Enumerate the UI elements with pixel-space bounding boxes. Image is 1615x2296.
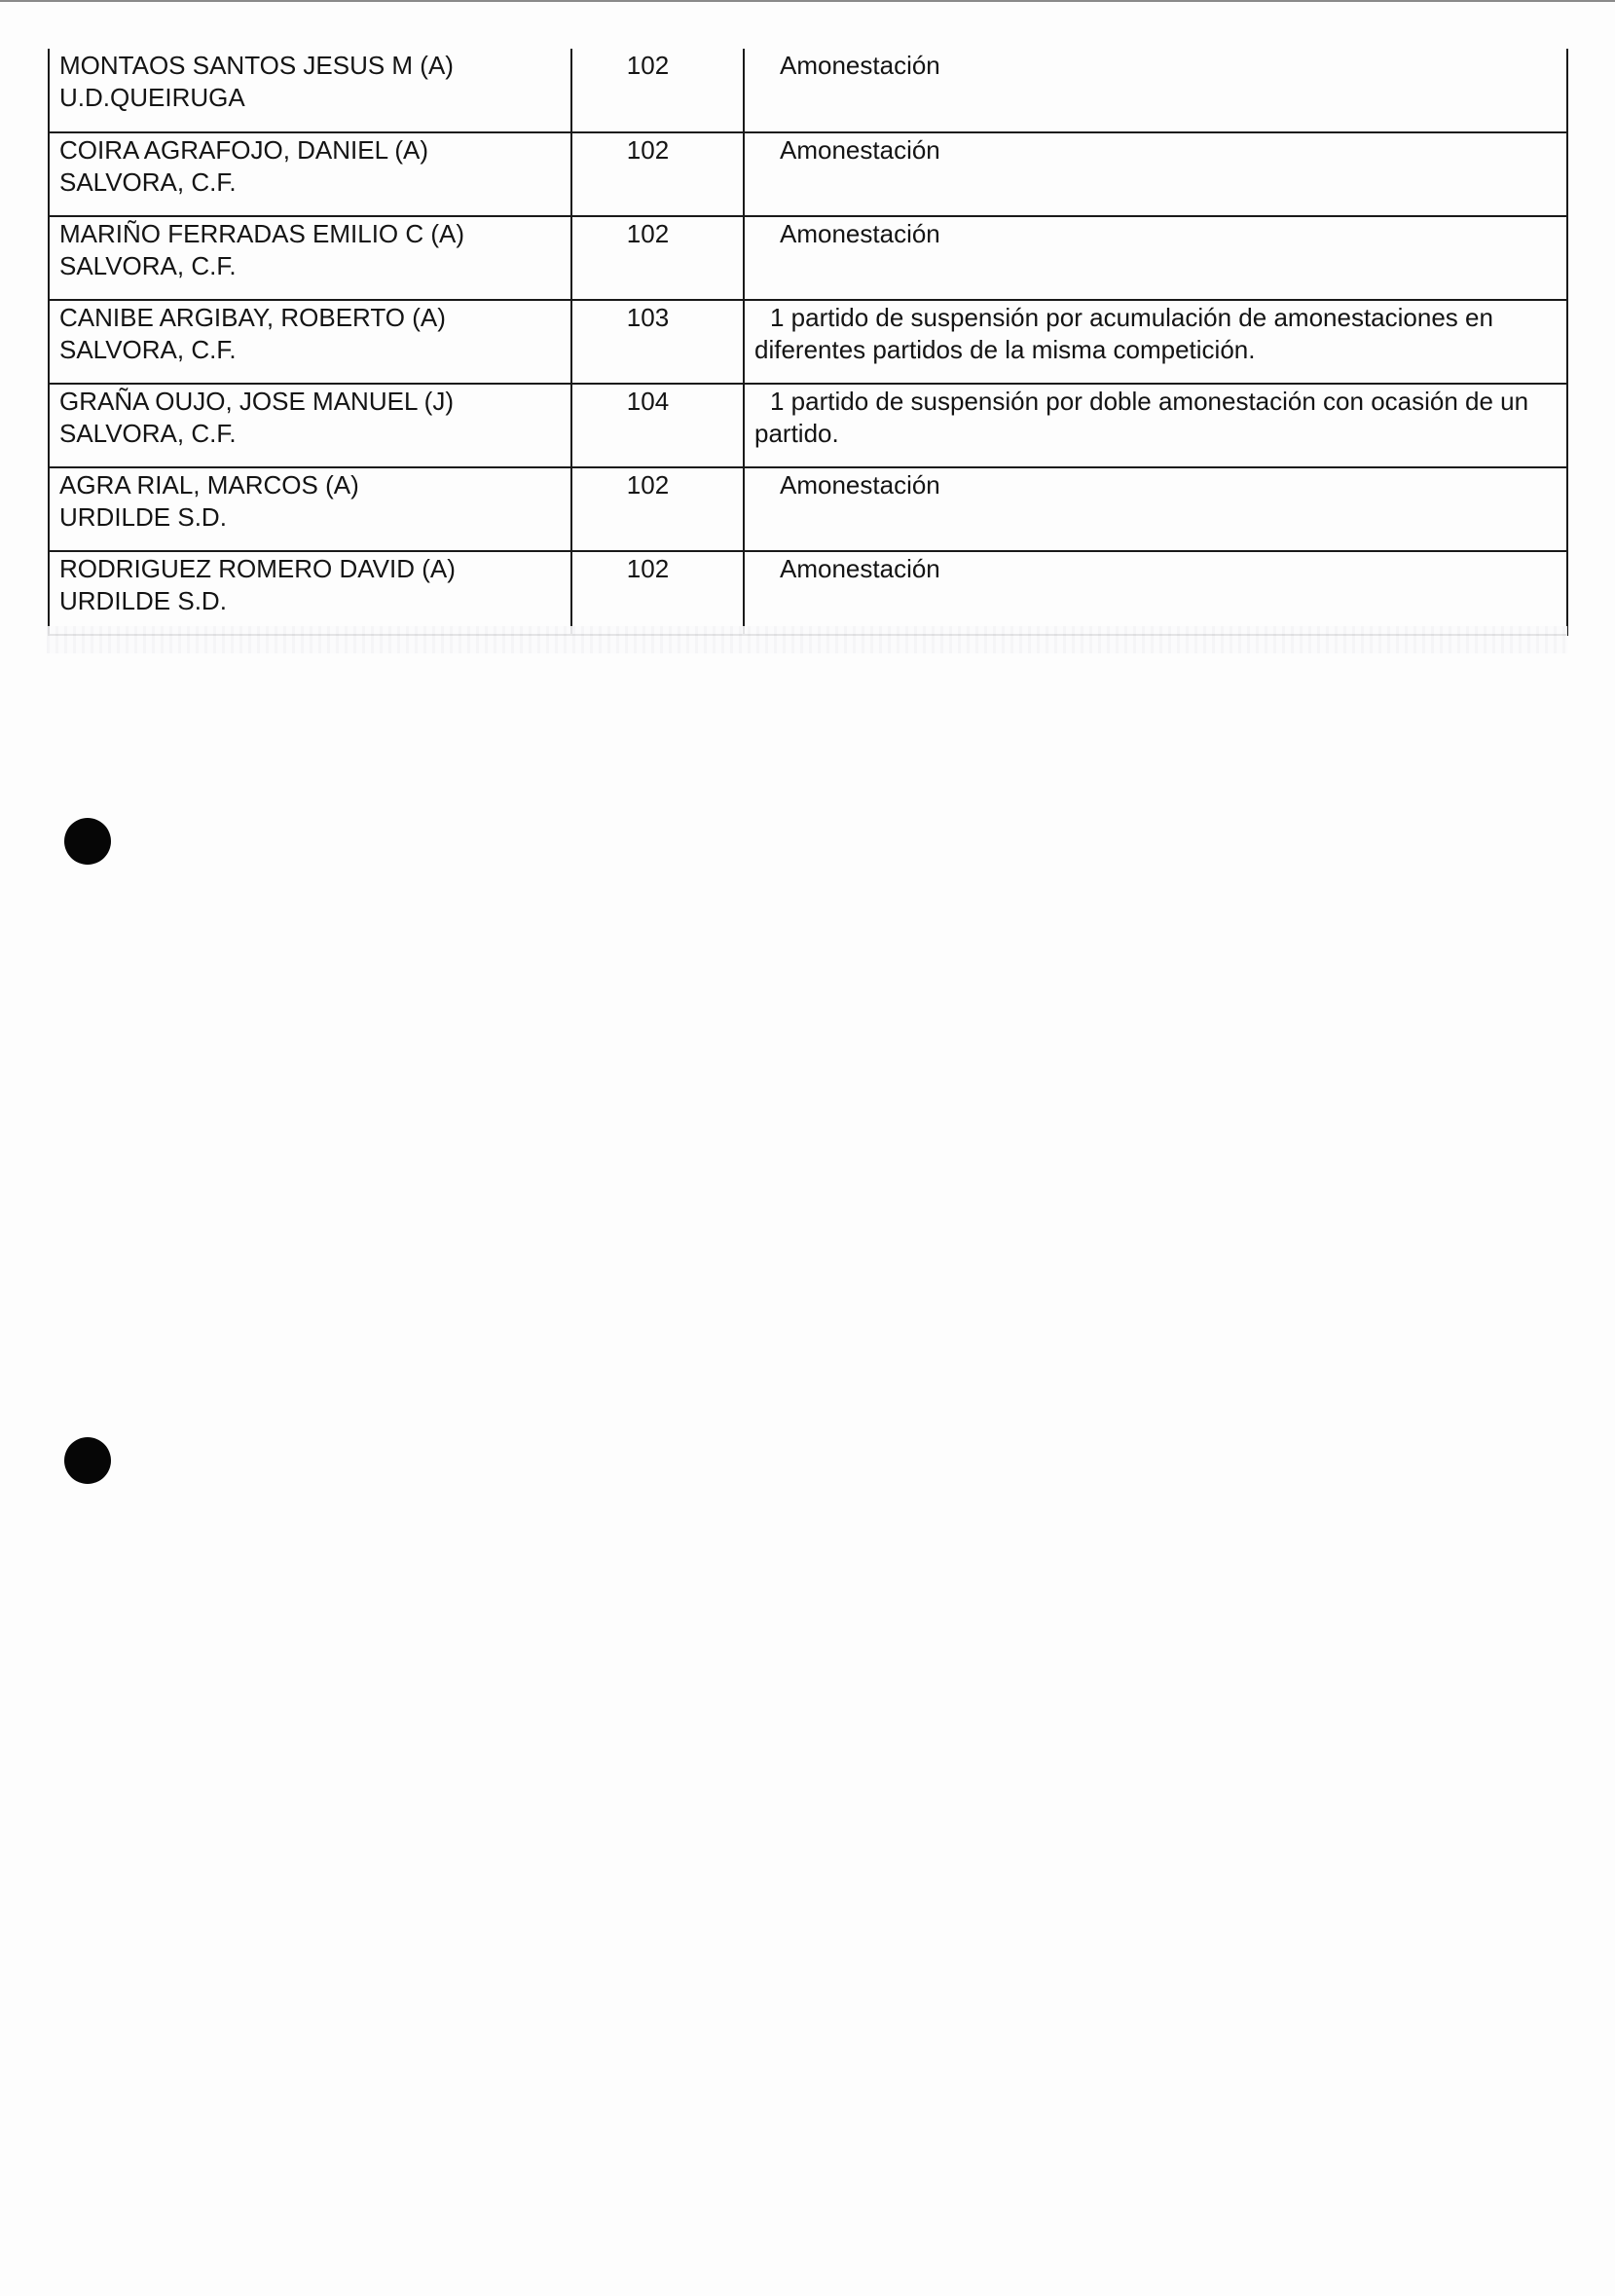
player-name: AGRA RIAL, MARCOS (A): [59, 470, 359, 500]
sanction-cell: [744, 49, 1567, 132]
sanction-text: Amonestación: [780, 554, 940, 583]
table-row: [49, 384, 1567, 467]
sanctions-table: [48, 49, 1568, 636]
table-row: [49, 132, 1567, 216]
player-name: GRAÑA OUJO, JOSE MANUEL (J): [59, 387, 454, 416]
player-cell: [49, 132, 571, 216]
sanction-text-line-2: partido.: [754, 419, 839, 448]
sanction-cell: [744, 467, 1567, 551]
player-cell: [49, 216, 571, 300]
player-name: COIRA AGRAFOJO, DANIEL (A): [59, 135, 428, 165]
sanction-text-line-1: 1 partido de suspensión por doble amonestación con ocasión de un: [770, 387, 1529, 416]
article-cell: 102: [571, 467, 744, 551]
club-name: URDILDE S.D.: [59, 502, 227, 532]
player-name: CANIBE ARGIBAY, ROBERTO (A): [59, 303, 446, 332]
table-row: [49, 467, 1567, 551]
sanction-cell: [744, 300, 1567, 384]
sanction-text-line-1: 1 partido de suspensión por acumulación de amonestaciones en: [770, 303, 1493, 332]
table-row: [49, 216, 1567, 300]
player-cell: [49, 49, 571, 132]
player-name: RODRIGUEZ ROMERO DAVID (A): [59, 554, 456, 583]
sanction-text: Amonestación: [780, 135, 940, 165]
sanction-cell: [744, 384, 1567, 467]
table-row: [49, 551, 1567, 635]
table-row: [49, 300, 1567, 384]
article-cell: 102: [571, 551, 744, 635]
article-cell: 102: [571, 132, 744, 216]
page-top-edge: [0, 0, 1615, 2]
player-cell: [49, 467, 571, 551]
club-name: SALVORA, C.F.: [59, 419, 237, 448]
sanction-cell: [744, 132, 1567, 216]
club-name: SALVORA, C.F.: [59, 251, 237, 280]
scan-artifact-band: [47, 626, 1567, 653]
sanction-text: Amonestación: [780, 470, 940, 500]
article-cell: 103: [571, 300, 744, 384]
club-name: U.D.QUEIRUGA: [59, 83, 245, 112]
punch-hole-top: [64, 818, 111, 865]
player-name: MONTAOS SANTOS JESUS M (A): [59, 51, 454, 80]
sanction-text-line-2: diferentes partidos de la misma competición.: [754, 335, 1256, 364]
sanction-cell: [744, 551, 1567, 635]
sanction-text: Amonestación: [780, 51, 940, 80]
sanction-text: Amonestación: [780, 219, 940, 248]
club-name: URDILDE S.D.: [59, 586, 227, 615]
player-cell: [49, 551, 571, 635]
club-name: SALVORA, C.F.: [59, 335, 237, 364]
club-name: SALVORA, C.F.: [59, 167, 237, 197]
article-cell: 104: [571, 384, 744, 467]
punch-hole-bottom: [64, 1437, 111, 1484]
player-cell: [49, 300, 571, 384]
article-cell: 102: [571, 216, 744, 300]
table-row: [49, 49, 1567, 132]
player-name: MARIÑO FERRADAS EMILIO C (A): [59, 219, 465, 248]
sanction-cell: [744, 216, 1567, 300]
player-cell: [49, 384, 571, 467]
article-cell: 102: [571, 49, 744, 132]
